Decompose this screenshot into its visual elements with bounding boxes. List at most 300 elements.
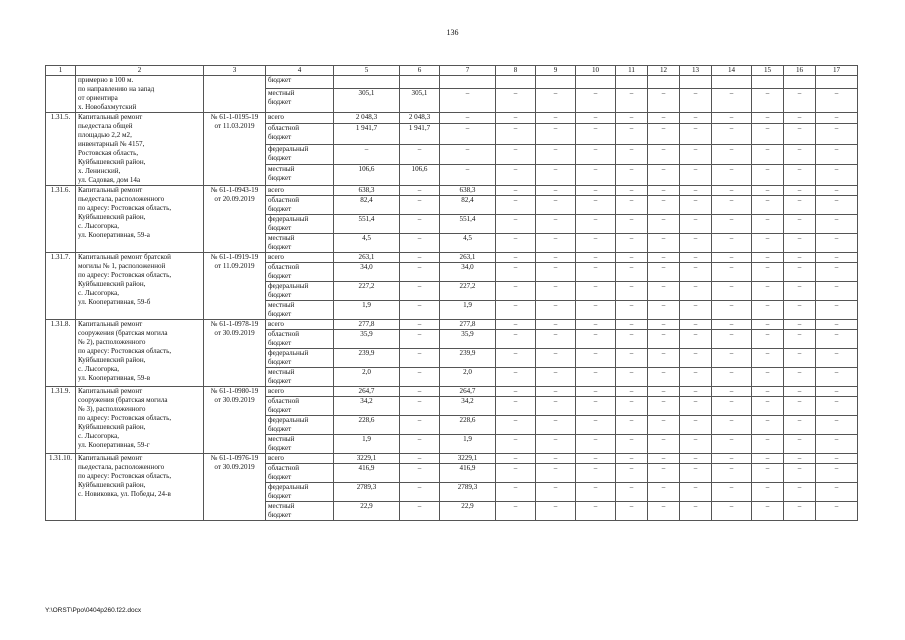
amount-cell: – — [616, 416, 648, 435]
amount-cell: – — [536, 123, 576, 144]
funding-source-line: бюджет — [268, 444, 292, 452]
amount-cell: – — [680, 416, 712, 435]
amount-cell: – — [784, 196, 816, 215]
description-line: сооружения (братская могила — [78, 329, 168, 337]
amount-cell: – — [784, 397, 816, 416]
amount-cell: – — [400, 435, 440, 454]
funding-source-line: бюджет — [268, 473, 292, 481]
amount-cell: 3229,1 — [440, 454, 496, 464]
amount-cell: – — [616, 196, 648, 215]
funding-source-line: бюджет — [268, 205, 292, 213]
amount-cell: – — [680, 123, 712, 144]
amount-cell: 34,0 — [334, 263, 400, 282]
column-number: 9 — [536, 66, 576, 76]
amount-cell — [816, 76, 858, 89]
amount-cell: 277,8 — [334, 320, 400, 330]
amount-cell: – — [616, 234, 648, 253]
amount-cell: – — [576, 263, 616, 282]
reference-line: от 30.09.2019 — [214, 396, 255, 404]
amount-cell: – — [712, 113, 752, 124]
amount-cell: – — [576, 416, 616, 435]
amount-cell: – — [648, 387, 680, 397]
amount-cell: – — [536, 282, 576, 301]
amount-cell: 416,9 — [334, 464, 400, 483]
amount-cell: – — [536, 263, 576, 282]
amount-cell: – — [576, 144, 616, 165]
description-line: Куйбышевский район, — [78, 481, 146, 489]
funding-source-line: федеральный — [268, 215, 309, 223]
column-number: 3 — [204, 66, 266, 76]
description-line: с. Новиковка, ул. Победы, 24-в — [78, 490, 171, 498]
amount-cell: – — [752, 215, 784, 234]
amount-cell: – — [496, 165, 536, 186]
amount-cell: – — [816, 416, 858, 435]
page-number: 136 — [446, 28, 459, 37]
amount-cell: – — [784, 88, 816, 112]
funding-source-line: областной — [268, 330, 300, 338]
funding-source-line: местный — [268, 368, 295, 376]
funding-source-line: бюджет — [268, 310, 292, 318]
file-path-footer: Y:\ORST\Ppo\0404p260.f22.docx — [45, 607, 142, 614]
funding-source-line: федеральный — [268, 282, 309, 290]
amount-cell: – — [816, 144, 858, 165]
amount-cell: – — [648, 144, 680, 165]
amount-cell: – — [400, 330, 440, 349]
amount-cell — [440, 76, 496, 89]
amount-cell: – — [576, 301, 616, 320]
column-number-row — [46, 66, 858, 76]
amount-cell: – — [616, 502, 648, 521]
amount-cell: – — [616, 144, 648, 165]
amount-cell: – — [496, 387, 536, 397]
amount-cell: – — [576, 435, 616, 454]
amount-cell: – — [712, 416, 752, 435]
reference-line: № 61-1-0195-19 — [210, 113, 259, 121]
amount-cell: – — [752, 253, 784, 263]
expertise-reference — [204, 454, 266, 521]
amount-cell: – — [648, 263, 680, 282]
amount-cell: 2,0 — [334, 368, 400, 387]
amount-cell — [712, 76, 752, 89]
amount-cell: – — [752, 320, 784, 330]
description-line: от ориентира — [78, 94, 118, 102]
funding-source — [266, 502, 334, 521]
table-row — [46, 454, 858, 464]
amount-cell: – — [816, 263, 858, 282]
funding-source-line: федеральный — [268, 349, 309, 357]
amount-cell: – — [576, 282, 616, 301]
funding-source — [266, 483, 334, 502]
amount-cell: – — [680, 301, 712, 320]
amount-cell: – — [816, 320, 858, 330]
amount-cell: 305,1 — [400, 88, 440, 112]
funding-source — [266, 253, 334, 263]
amount-cell: – — [536, 301, 576, 320]
amount-cell: – — [648, 113, 680, 124]
amount-cell: – — [648, 215, 680, 234]
amount-cell: – — [648, 320, 680, 330]
table-body — [46, 66, 858, 521]
amount-cell: 239,9 — [334, 349, 400, 368]
amount-cell: 4,5 — [440, 234, 496, 253]
description-line: Капитальный ремонт — [78, 454, 143, 462]
funding-source — [266, 349, 334, 368]
description-line: по адресу: Ростовская область, — [78, 414, 172, 422]
amount-cell: – — [816, 330, 858, 349]
description-line: Куйбышевский район, — [78, 158, 146, 166]
column-number: 5 — [334, 66, 400, 76]
amount-cell: – — [752, 282, 784, 301]
amount-cell — [752, 76, 784, 89]
amount-cell: – — [648, 165, 680, 186]
amount-cell: – — [576, 502, 616, 521]
amount-cell: 82,4 — [440, 196, 496, 215]
description-line: пьедестала, расположенного — [78, 463, 165, 471]
amount-cell: – — [536, 387, 576, 397]
column-number: 6 — [400, 66, 440, 76]
amount-cell: 35,9 — [334, 330, 400, 349]
amount-cell: – — [680, 320, 712, 330]
amount-cell: – — [496, 113, 536, 124]
funding-source — [266, 144, 334, 165]
amount-cell: – — [648, 483, 680, 502]
funding-source-line: бюджет — [268, 425, 292, 433]
expertise-reference — [204, 320, 266, 387]
amount-cell: 106,6 — [334, 165, 400, 186]
amount-cell: – — [816, 397, 858, 416]
amount-cell: 1 941,7 — [334, 123, 400, 144]
funding-source-line: всего — [268, 387, 284, 395]
amount-cell: – — [648, 186, 680, 196]
amount-cell: 638,3 — [440, 186, 496, 196]
amount-cell: – — [784, 301, 816, 320]
column-number: 4 — [266, 66, 334, 76]
amount-cell: – — [816, 282, 858, 301]
amount-cell: – — [440, 88, 496, 112]
item-number: 1.31.10. — [46, 454, 76, 521]
funding-source-line: бюджет — [268, 377, 292, 385]
funding-source-line: местный — [268, 502, 295, 510]
amount-cell: – — [752, 397, 784, 416]
amount-cell: – — [752, 144, 784, 165]
funding-source-line: бюджет — [268, 243, 292, 251]
amount-cell: – — [752, 301, 784, 320]
amount-cell: – — [616, 165, 648, 186]
amount-cell: – — [752, 88, 784, 112]
amount-cell: – — [680, 215, 712, 234]
amount-cell: – — [816, 301, 858, 320]
amount-cell: – — [536, 234, 576, 253]
description-line: Капитальный ремонт — [78, 186, 143, 194]
amount-cell: – — [648, 301, 680, 320]
description-line: ул. Кооперативная, 59-б — [78, 298, 151, 306]
amount-cell: – — [816, 387, 858, 397]
funding-source-line: бюджет — [268, 406, 292, 414]
amount-cell: – — [784, 387, 816, 397]
funding-source-line: бюджет — [268, 291, 292, 299]
amount-cell: – — [712, 282, 752, 301]
amount-cell: – — [816, 483, 858, 502]
funding-source — [266, 387, 334, 397]
amount-cell: – — [752, 123, 784, 144]
funding-source-line: всего — [268, 454, 284, 462]
amount-cell: – — [576, 253, 616, 263]
amount-cell: – — [536, 320, 576, 330]
funding-source — [266, 196, 334, 215]
funding-source-line: местный — [268, 165, 295, 174]
amount-cell: – — [752, 113, 784, 124]
funding-source-line: областной — [268, 263, 300, 271]
amount-cell: – — [496, 144, 536, 165]
expertise-reference — [204, 253, 266, 320]
amount-cell: – — [680, 454, 712, 464]
description-line: по адресу: Ростовская область, — [78, 204, 172, 212]
table-row — [46, 387, 858, 397]
amount-cell: 264,7 — [440, 387, 496, 397]
column-number: 1 — [46, 66, 76, 76]
amount-cell: – — [816, 186, 858, 196]
amount-cell: 263,1 — [334, 253, 400, 263]
amount-cell: – — [496, 397, 536, 416]
funding-source-line: бюджет — [268, 97, 292, 106]
amount-cell: – — [440, 123, 496, 144]
amount-cell: – — [496, 368, 536, 387]
description-line: примерно в 100 м. — [78, 76, 134, 84]
amount-cell: – — [496, 253, 536, 263]
amount-cell: 106,6 — [400, 165, 440, 186]
reference-line: № 61-1-0919-19 — [210, 253, 259, 261]
amount-cell: – — [648, 349, 680, 368]
amount-cell: 3229,1 — [334, 454, 400, 464]
amount-cell: – — [536, 113, 576, 124]
amount-cell: – — [400, 144, 440, 165]
amount-cell: – — [648, 416, 680, 435]
description-line: с. Лысогорка, — [78, 365, 120, 373]
amount-cell: – — [680, 368, 712, 387]
description-line: Куйбышевский район, — [78, 423, 146, 431]
amount-cell: – — [784, 502, 816, 521]
amount-cell: – — [712, 301, 752, 320]
column-number: 2 — [76, 66, 204, 76]
funding-source-line: бюджет — [268, 132, 292, 141]
amount-cell: – — [680, 234, 712, 253]
amount-cell: – — [576, 196, 616, 215]
amount-cell: – — [784, 349, 816, 368]
amount-cell: – — [712, 483, 752, 502]
amount-cell: – — [680, 144, 712, 165]
item-number: 1.31.7. — [46, 253, 76, 320]
description-line: Ростовская область, — [78, 149, 139, 157]
amount-cell: – — [648, 435, 680, 454]
amount-cell: – — [816, 123, 858, 144]
description-line: Капитальный ремонт братской — [78, 253, 171, 261]
amount-cell: – — [400, 282, 440, 301]
table-row — [46, 320, 858, 330]
amount-cell: – — [816, 165, 858, 186]
description-line: с. Лысогорка, — [78, 289, 120, 297]
amount-cell: – — [400, 502, 440, 521]
amount-cell: – — [712, 196, 752, 215]
amount-cell: – — [536, 88, 576, 112]
amount-cell: – — [400, 397, 440, 416]
amount-cell: 239,9 — [440, 349, 496, 368]
amount-cell: – — [752, 368, 784, 387]
amount-cell: – — [576, 186, 616, 196]
description-line: по направлению на запад — [78, 85, 155, 93]
amount-cell: – — [680, 165, 712, 186]
amount-cell: 638,3 — [334, 186, 400, 196]
amount-cell: – — [496, 454, 536, 464]
amount-cell: 277,8 — [440, 320, 496, 330]
amount-cell: 1,9 — [334, 435, 400, 454]
amount-cell: – — [496, 88, 536, 112]
amount-cell: – — [400, 349, 440, 368]
amount-cell: – — [648, 123, 680, 144]
amount-cell: – — [648, 88, 680, 112]
amount-cell: – — [400, 215, 440, 234]
description-line: пьедестала, расположенного — [78, 195, 165, 203]
amount-cell: – — [680, 88, 712, 112]
funding-source — [266, 165, 334, 186]
description-line: сооружения (братская могила — [78, 396, 168, 404]
amount-cell: – — [536, 397, 576, 416]
funding-source — [266, 435, 334, 454]
amount-cell: – — [712, 88, 752, 112]
amount-cell: – — [784, 234, 816, 253]
amount-cell: – — [712, 502, 752, 521]
funding-source-line: бюджет — [268, 339, 292, 347]
description-line: х. Новобахмутский — [78, 103, 137, 111]
description-line: Куйбышевский район, — [78, 213, 146, 221]
amount-cell: – — [648, 464, 680, 483]
amount-cell: – — [536, 349, 576, 368]
amount-cell: – — [536, 464, 576, 483]
amount-cell: – — [712, 253, 752, 263]
amount-cell: – — [752, 234, 784, 253]
amount-cell: – — [784, 186, 816, 196]
amount-cell — [648, 76, 680, 89]
amount-cell: – — [680, 483, 712, 502]
amount-cell: – — [648, 502, 680, 521]
amount-cell: – — [576, 397, 616, 416]
amount-cell: – — [784, 113, 816, 124]
amount-cell: – — [648, 234, 680, 253]
funding-source — [266, 368, 334, 387]
amount-cell: – — [496, 215, 536, 234]
amount-cell: 264,7 — [334, 387, 400, 397]
amount-cell: 34,2 — [334, 397, 400, 416]
amount-cell: – — [576, 320, 616, 330]
funding-source — [266, 397, 334, 416]
amount-cell: – — [680, 253, 712, 263]
amount-cell: – — [496, 330, 536, 349]
amount-cell: – — [400, 464, 440, 483]
amount-cell: – — [712, 349, 752, 368]
amount-cell: – — [648, 196, 680, 215]
description-line: по адресу: Ростовская область, — [78, 271, 172, 279]
amount-cell: – — [496, 123, 536, 144]
description-line: Куйбышевский район, — [78, 356, 146, 364]
amount-cell: – — [680, 330, 712, 349]
table-row — [46, 186, 858, 196]
amount-cell: – — [576, 88, 616, 112]
amount-cell: – — [784, 416, 816, 435]
funding-source-line: местный — [268, 234, 295, 242]
amount-cell: – — [496, 416, 536, 435]
amount-cell — [496, 76, 536, 89]
amount-cell: – — [752, 165, 784, 186]
item-number: 1.31.6. — [46, 186, 76, 253]
funding-source-line: всего — [268, 113, 284, 121]
amount-cell: – — [536, 144, 576, 165]
amount-cell: – — [616, 435, 648, 454]
amount-cell: – — [576, 330, 616, 349]
amount-cell: – — [616, 253, 648, 263]
amount-cell: 2 048,3 — [400, 113, 440, 124]
amount-cell: – — [496, 301, 536, 320]
amount-cell: – — [400, 454, 440, 464]
amount-cell: – — [648, 397, 680, 416]
amount-cell: – — [576, 454, 616, 464]
amount-cell: – — [752, 186, 784, 196]
amount-cell: 416,9 — [440, 464, 496, 483]
amount-cell: – — [680, 186, 712, 196]
amount-cell — [680, 76, 712, 89]
amount-cell: 1,9 — [440, 301, 496, 320]
reference-line: от 11.09.2019 — [214, 262, 255, 270]
amount-cell: – — [496, 186, 536, 196]
table-row — [46, 113, 858, 124]
amount-cell: – — [400, 186, 440, 196]
amount-cell: – — [680, 113, 712, 124]
amount-cell: – — [752, 196, 784, 215]
reference-line: от 11.03.2019 — [214, 122, 255, 130]
amount-cell: – — [784, 368, 816, 387]
amount-cell: – — [816, 464, 858, 483]
amount-cell: – — [784, 282, 816, 301]
amount-cell: – — [616, 113, 648, 124]
amount-cell: 1 941,7 — [400, 123, 440, 144]
amount-cell: – — [816, 88, 858, 112]
amount-cell: – — [680, 397, 712, 416]
description-line: ул. Кооперативная, 59-в — [78, 374, 151, 382]
amount-cell: – — [680, 435, 712, 454]
object-description — [76, 186, 204, 253]
amount-cell: 2 048,3 — [334, 113, 400, 124]
amount-cell: – — [752, 502, 784, 521]
amount-cell: – — [680, 282, 712, 301]
object-description — [76, 387, 204, 454]
funding-source — [266, 301, 334, 320]
amount-cell: 551,4 — [440, 215, 496, 234]
amount-cell: – — [536, 368, 576, 387]
object-description — [76, 253, 204, 320]
funding-source — [266, 263, 334, 282]
amount-cell: – — [440, 165, 496, 186]
amount-cell: – — [496, 320, 536, 330]
reference-line: № 61-1-0980-19 — [210, 387, 259, 395]
column-number: 8 — [496, 66, 536, 76]
funding-source — [266, 113, 334, 124]
amount-cell: – — [400, 263, 440, 282]
column-number: 15 — [752, 66, 784, 76]
amount-cell: – — [712, 435, 752, 454]
amount-cell: – — [496, 464, 536, 483]
amount-cell: 263,1 — [440, 253, 496, 263]
table-row — [46, 76, 858, 89]
amount-cell: – — [752, 263, 784, 282]
amount-cell: – — [536, 215, 576, 234]
